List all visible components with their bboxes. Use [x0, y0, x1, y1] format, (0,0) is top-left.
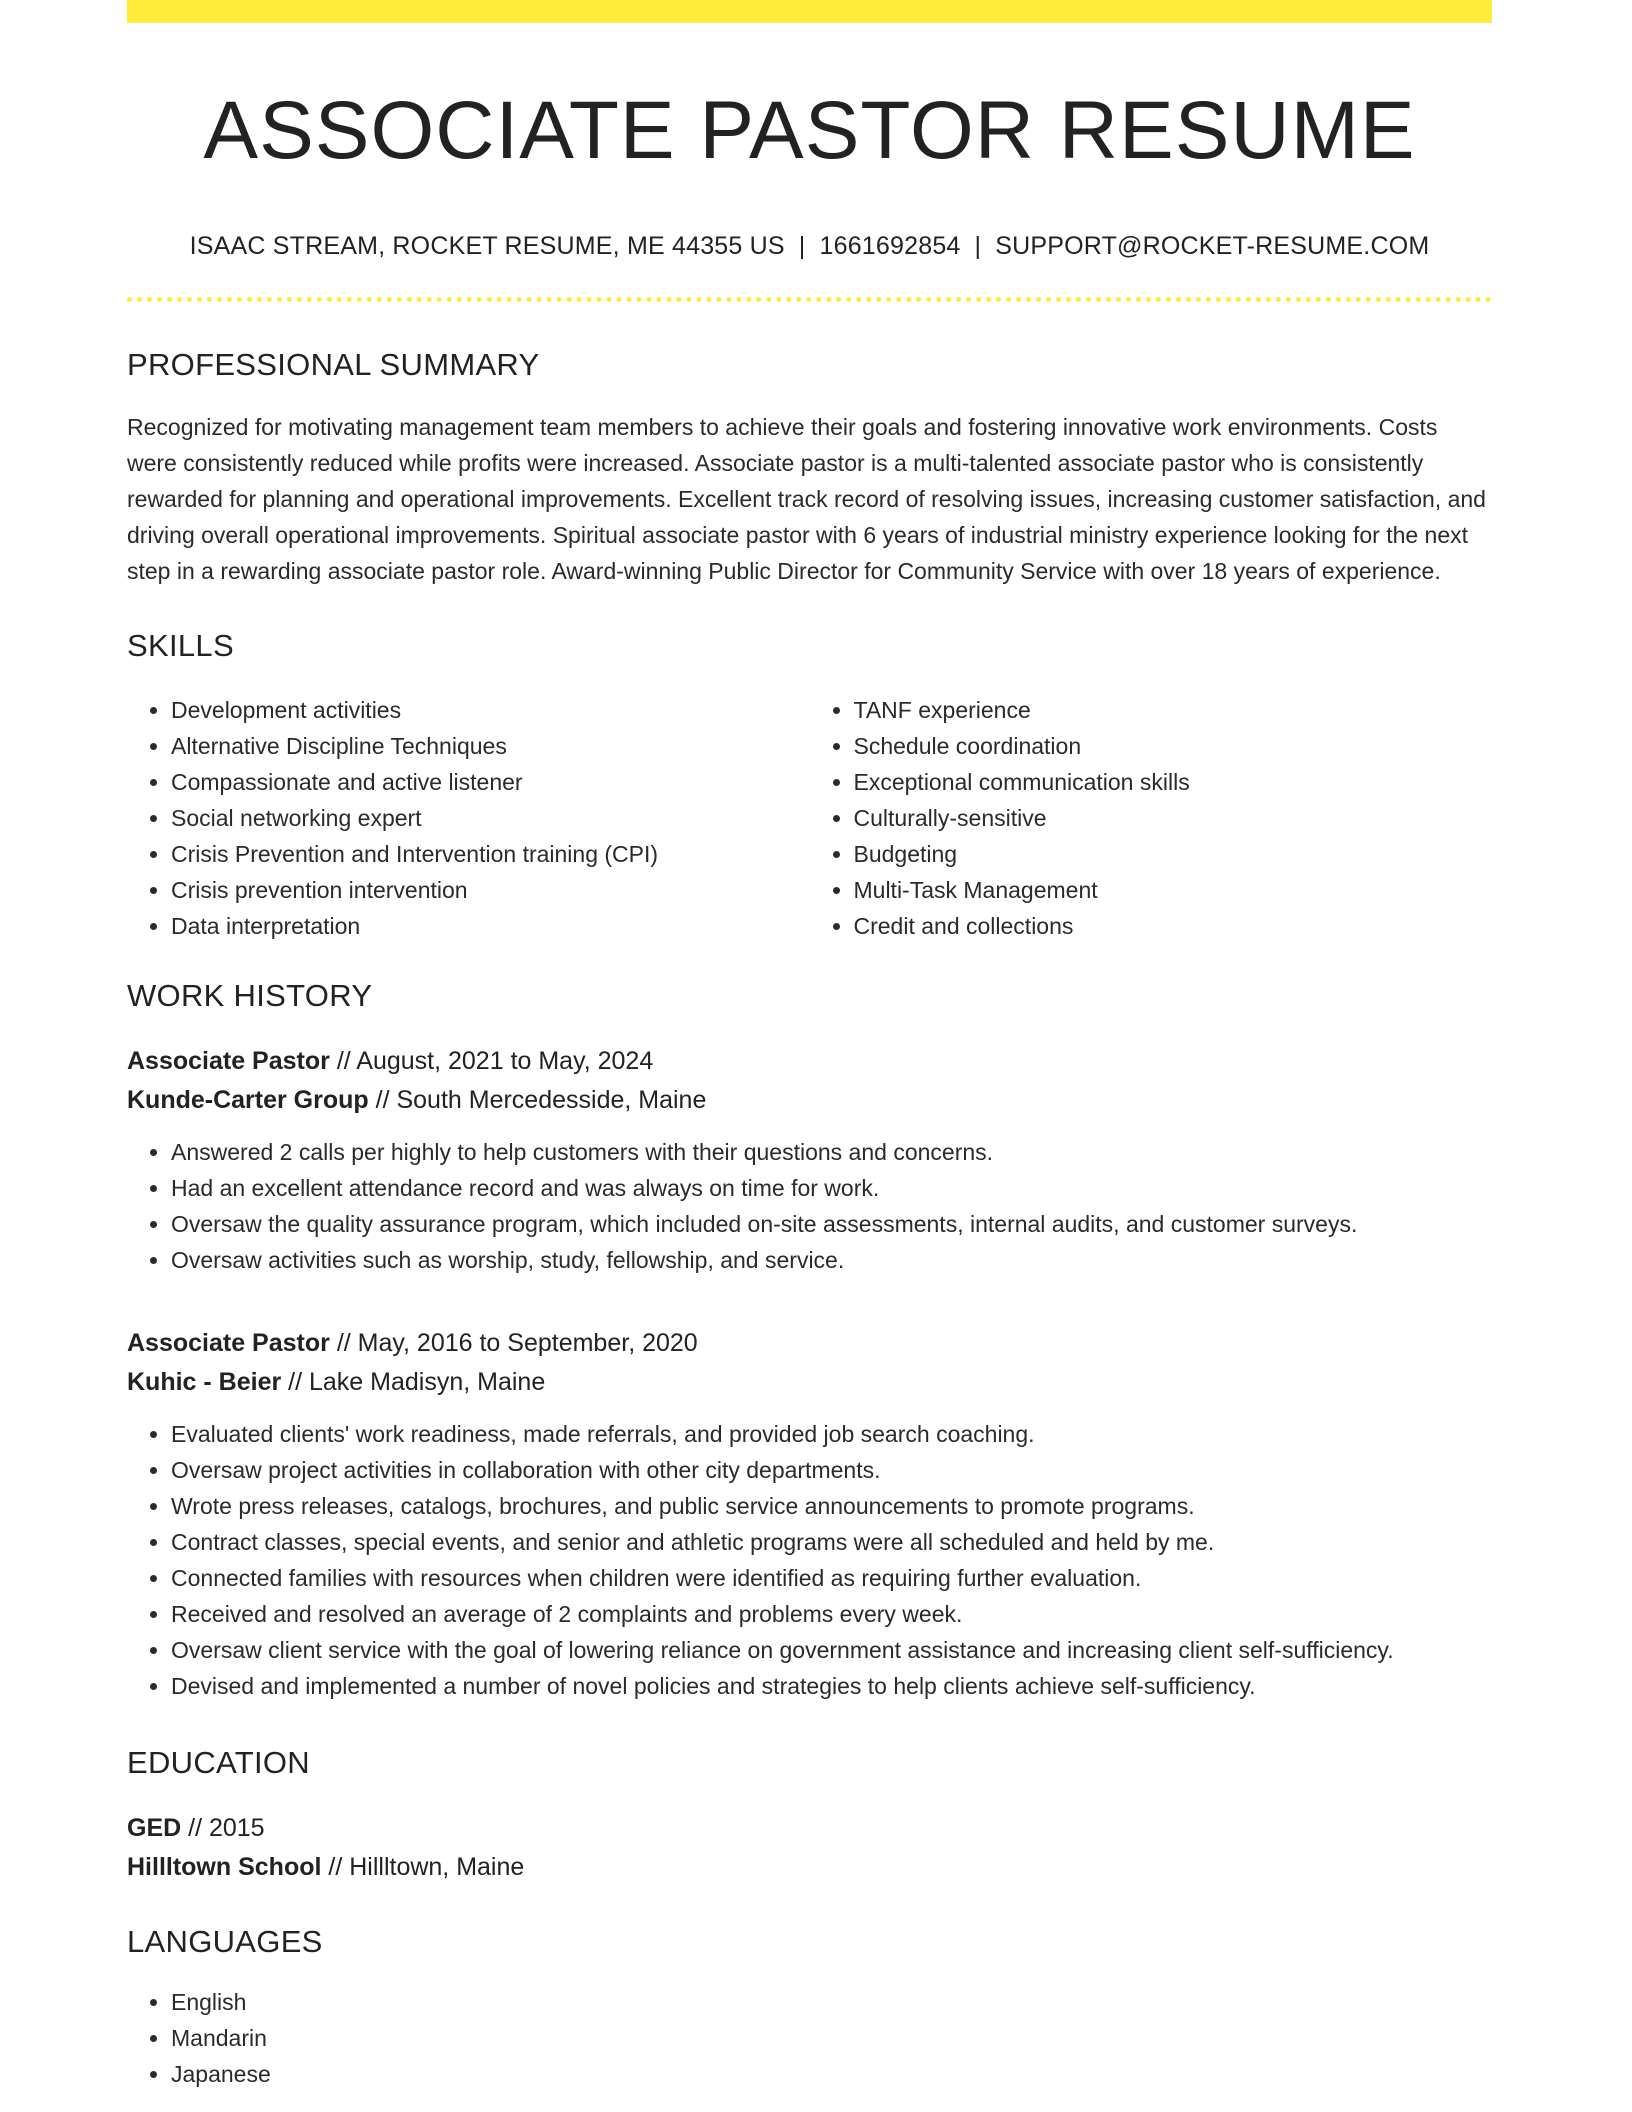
- skill-item: • Crisis prevention intervention: [171, 872, 810, 908]
- skill-item: • Compassionate and active listener: [171, 764, 810, 800]
- job-duties: [127, 1416, 1492, 1704]
- job-duty: • Oversaw client service with the goal of lowering reliance on government assistance and increasing client self-sufficiency.: [171, 1632, 1492, 1668]
- job-duty: • Answered 2 calls per highly to help customers with their questions and concerns.: [171, 1134, 1492, 1170]
- job-duty: • Contract classes, special events, and senior and athletic programs were all scheduled and held by me.: [171, 1524, 1492, 1560]
- job-title-line: [127, 1324, 1492, 1363]
- education-entry: [127, 1809, 1492, 1887]
- contact-line: [127, 231, 1492, 261]
- skills-list: [127, 692, 1492, 944]
- dotted-divider: [127, 297, 1492, 302]
- contact-separator: |: [974, 232, 982, 261]
- skill-item: • Exceptional communication skills: [854, 764, 1493, 800]
- skill-item: • Social networking expert: [171, 800, 810, 836]
- language-item: • Mandarin: [171, 2020, 1492, 2056]
- job-duty: • Had an excellent attendance record and was always on time for work.: [171, 1170, 1492, 1206]
- skill-item: • Credit and collections: [854, 908, 1493, 944]
- job-duty: • Oversaw the quality assurance program, which included on-site assessments, internal audits, and customer surveys.: [171, 1206, 1492, 1242]
- summary-text: Recognized for motivating management team members to achieve their goals and fostering innovative work environments. Costs were consistently reduced while profits were increased. Associate pastor is a multi-talented associate pastor who is consistently rewarded for planning and operational improvements. Excellent track record of resolving issues, increasing customer satisfaction, and driving overall operational improvements. Spiritual associate pastor with 6 years of industrial ministry experience looking for the next step in a rewarding associate pastor role. Award-winning Public Director for Community Service with over 18 years of experience.: [127, 414, 1486, 585]
- job-duty: • Connected families with resources when children were identified as requiring further evaluation.: [171, 1560, 1492, 1596]
- job-duty: • Evaluated clients' work readiness, made referrals, and provided job search coaching.: [171, 1416, 1492, 1452]
- job-dates: // May, 2016 to September, 2020: [329, 1328, 698, 1357]
- skill-item: • TANF experience: [854, 692, 1493, 728]
- education-degree-line: [127, 1809, 1492, 1848]
- skill-item: • Crisis Prevention and Intervention training (CPI): [171, 836, 810, 872]
- education-school-line: [127, 1848, 1492, 1887]
- job-company-line: [127, 1081, 1492, 1120]
- work-history-heading: WORK HISTORY: [127, 977, 373, 1013]
- skills-heading: SKILLS: [127, 628, 234, 664]
- skill-item: • Data interpretation: [171, 908, 810, 944]
- job-duty: • Wrote press releases, catalogs, brochures, and public service announcements to promote programs.: [171, 1488, 1492, 1524]
- summary-heading: PROFESSIONAL SUMMARY: [127, 347, 540, 383]
- accent-top-bar: [127, 0, 1492, 23]
- contact-email: SUPPORT@ROCKET-RESUME.COM: [995, 232, 1430, 261]
- skill-item: • Alternative Discipline Techniques: [171, 728, 810, 764]
- contact-address: ISAAC STREAM, ROCKET RESUME, ME 44355 US: [189, 232, 785, 261]
- skill-item: • Development activities: [171, 692, 810, 728]
- education-year: // 2015: [181, 1813, 265, 1842]
- job-duties: [127, 1134, 1492, 1278]
- skill-item: • Culturally-sensitive: [854, 800, 1493, 836]
- language-item: • Japanese: [171, 2056, 1492, 2092]
- contact-phone: 1661692854: [819, 232, 961, 261]
- skills-left-column: [127, 692, 810, 944]
- resume-page: [127, 0, 1492, 2092]
- job-entry: [127, 1324, 1492, 1704]
- skill-item: • Budgeting: [854, 836, 1493, 872]
- job-title-line: [127, 1042, 1492, 1081]
- job-dates: // August, 2021 to May, 2024: [329, 1046, 654, 1075]
- resume-title: ASSOCIATE PASTOR RESUME: [203, 85, 1416, 176]
- education-location: // Hillltown, Maine: [321, 1852, 525, 1881]
- skill-item: • Multi-Task Management: [854, 872, 1493, 908]
- job-company-line: [127, 1363, 1492, 1402]
- language-item: • English: [171, 1984, 1492, 2020]
- contact-separator: |: [798, 232, 806, 261]
- job-title: Associate Pastor: [127, 1046, 330, 1075]
- job-company: Kuhic - Beier: [127, 1367, 282, 1396]
- job-duty: • Oversaw project activities in collaboration with other city departments.: [171, 1452, 1492, 1488]
- job-duty: • Oversaw activities such as worship, study, fellowship, and service.: [171, 1242, 1492, 1278]
- education-degree: GED: [127, 1813, 182, 1842]
- job-location: // South Mercedesside, Maine: [368, 1085, 707, 1114]
- education-heading: EDUCATION: [127, 1744, 310, 1780]
- job-company: Kunde-Carter Group: [127, 1085, 369, 1114]
- job-title: Associate Pastor: [127, 1328, 330, 1357]
- languages-list: [127, 1984, 1492, 2092]
- languages-heading: LANGUAGES: [127, 1923, 323, 1959]
- job-location: // Lake Madisyn, Maine: [281, 1367, 546, 1396]
- education-school: Hillltown School: [127, 1852, 322, 1881]
- skills-right-column: [810, 692, 1493, 944]
- skill-item: • Schedule coordination: [854, 728, 1493, 764]
- job-duty: • Devised and implemented a number of novel policies and strategies to help clients achieve self-sufficiency.: [171, 1668, 1492, 1704]
- job-duty: • Received and resolved an average of 2 complaints and problems every week.: [171, 1596, 1492, 1632]
- job-entry: [127, 1042, 1492, 1278]
- languages-section: [127, 1984, 1492, 2092]
